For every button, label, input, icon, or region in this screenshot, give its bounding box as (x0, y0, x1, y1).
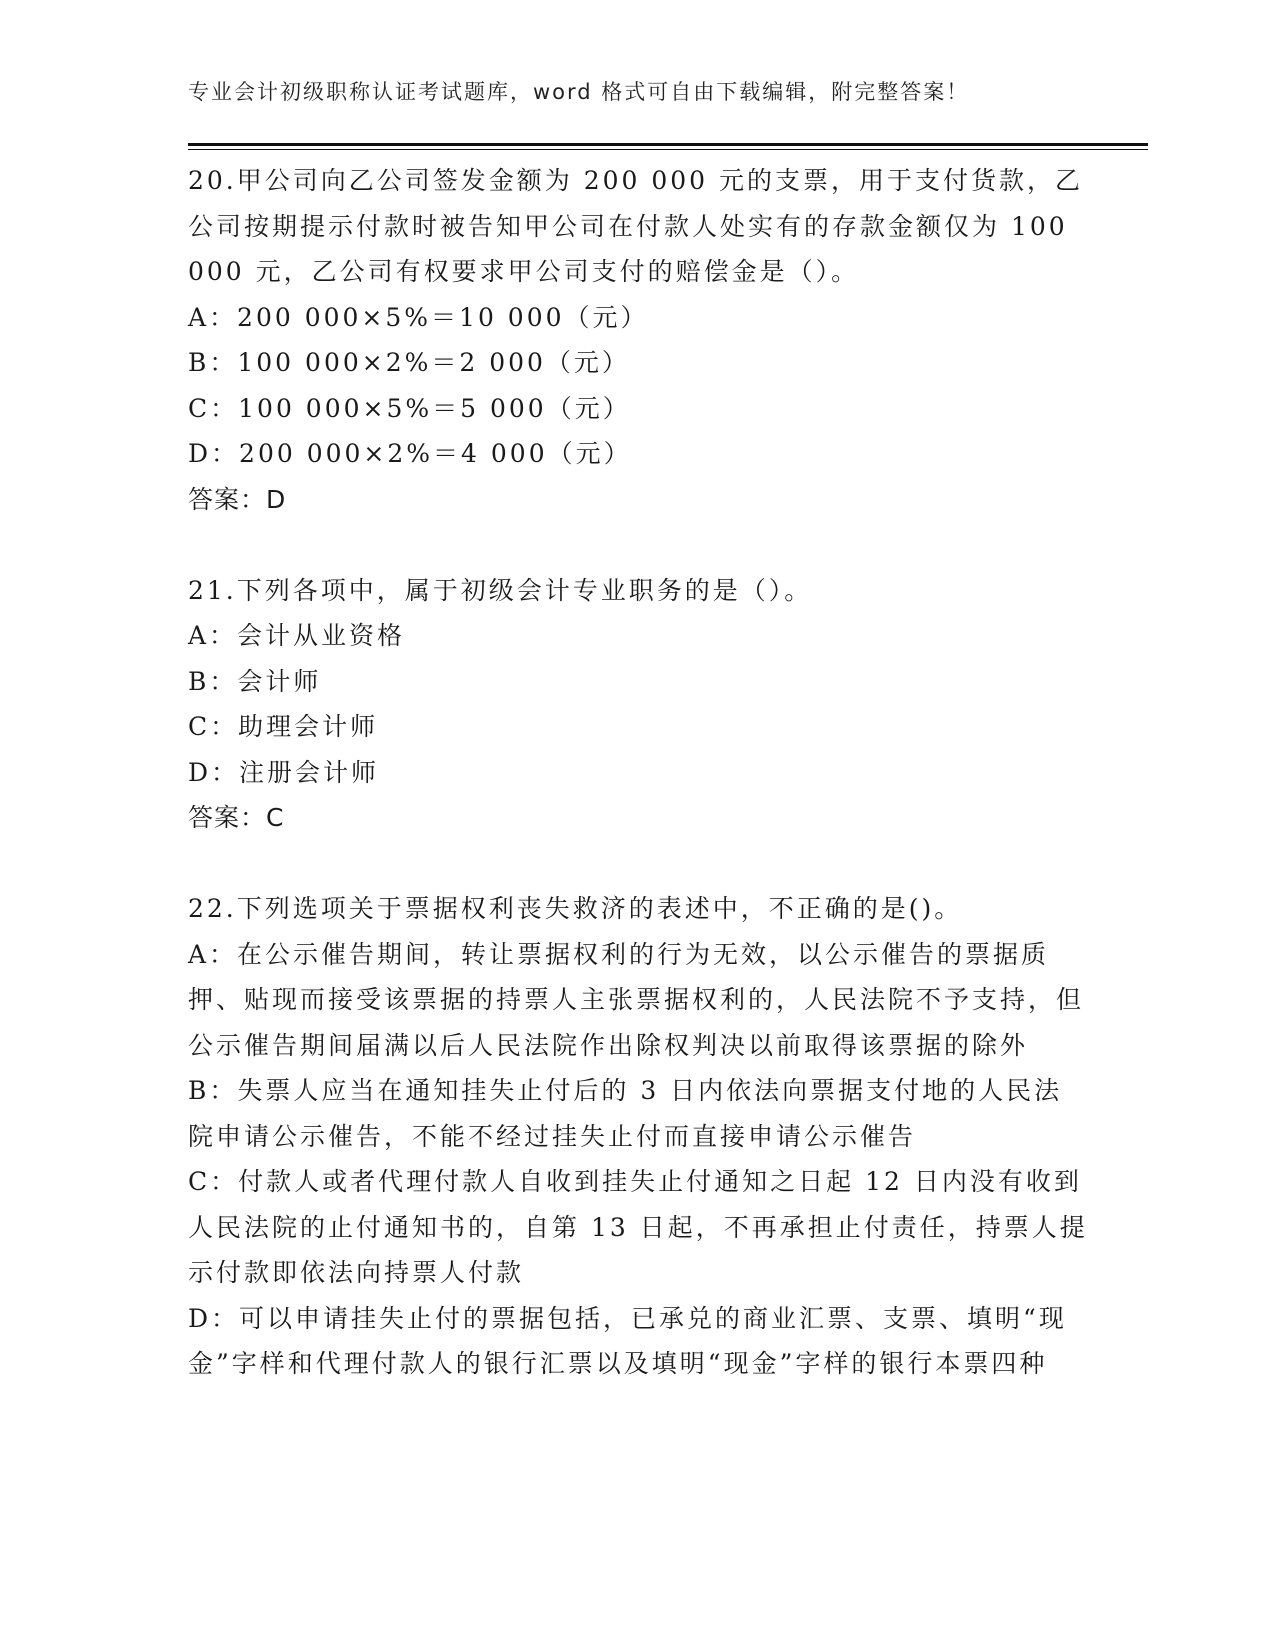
question-stem: 22.下列选项关于票据权利丧失救济的表述中，不正确的是()。 (188, 894, 963, 923)
question-stem: 21.下列各项中，属于初级会计专业职务的是（）。 (188, 575, 813, 605)
option-a: A：200 000×5%＝10 000（元） (188, 302, 649, 332)
option-b: B：会计师 (188, 666, 322, 696)
option-d: D：可以申请挂失止付的票据包括，已承兑的商业汇票、支票、填明“现金”字样和代理付款人的银行汇票以及填明“现金”字样的银行本票四种 (188, 1303, 1067, 1378)
page-header: 专业会计初级职称认证考试题库，word 格式可自由下载编辑，附完整答案！ (188, 80, 970, 104)
option-d: D：200 000×2%＝4 000（元） (188, 439, 632, 468)
option-a: A：在公示催告期间，转让票据权利的行为无效，以公示催告的票据质押、贴现而接受该票据的持票人主张票据权利的，人民法院不予支持，但公示催告期间届满以后人民法院作出除权判决以前取得该票据的除外 (188, 939, 1085, 1060)
header-divider-thick (188, 143, 1148, 146)
option-c: C：助理会计师 (188, 712, 379, 741)
header-divider-thin (188, 149, 1148, 150)
question-22 (188, 886, 1088, 1387)
option-d: D：注册会计师 (188, 757, 380, 787)
answer-label: 答案：D (188, 484, 287, 514)
option-a: A：会计从业资格 (188, 621, 406, 650)
question-20 (188, 158, 1088, 522)
option-b: B：100 000×2%＝2 000（元） (188, 348, 630, 377)
question-spacer (188, 841, 1088, 887)
question-stem: 20.甲公司向乙公司签发金额为 200 000 元的支票，用于支付货款，乙公司按期提示付款时被告知甲公司在付款人处实有的存款金额仅为 100 000 元，乙公司有权要求甲公司支付的赔偿金是（）。 (188, 166, 1084, 286)
question-spacer (188, 522, 1088, 568)
option-c: C：100 000×5%＝5 000（元） (188, 393, 631, 423)
option-c: C：付款人或者代理付款人自收到挂失止付通知之日起 12 日内没有收到人民法院的止付通知书的，自第 13 日起，不再承担止付责任，持票人提示付款即依法向持票人付款 (188, 1167, 1088, 1287)
question-21 (188, 568, 1088, 841)
question-list (188, 158, 1088, 1387)
option-b: B：失票人应当在通知挂失止付后的 3 日内依法向票据支付地的人民法院申请公示催告，不能不经过挂失止付而直接申请公示催告 (188, 1076, 1063, 1151)
answer-label: 答案：C (188, 803, 285, 832)
